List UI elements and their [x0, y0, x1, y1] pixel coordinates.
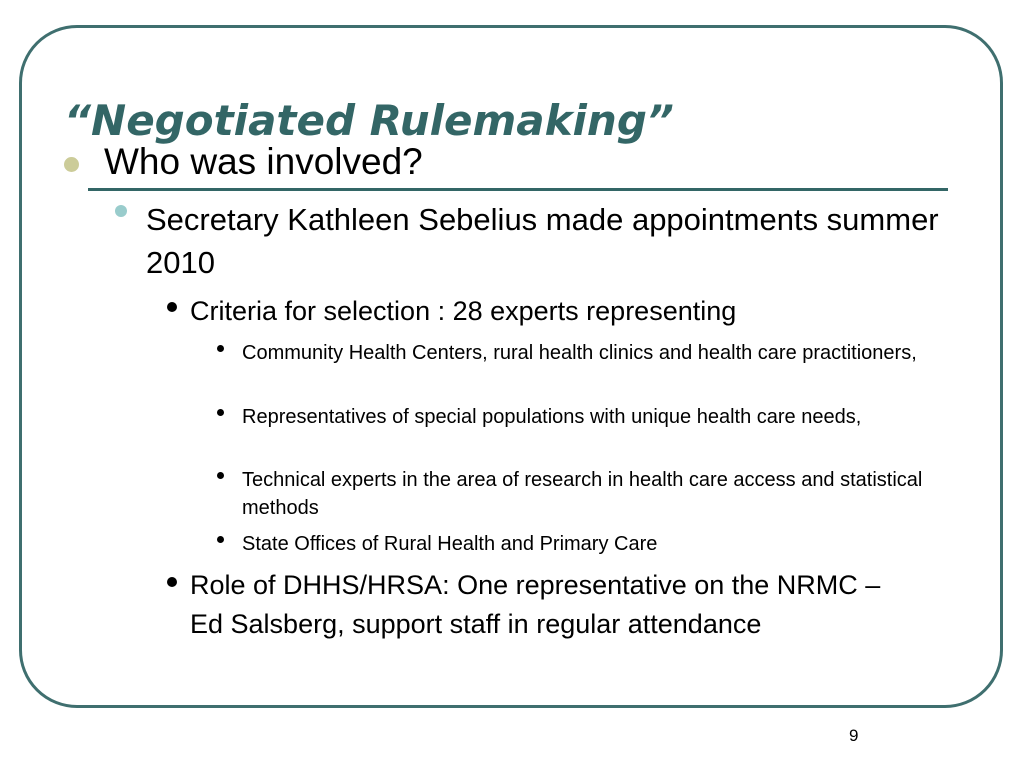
level3-bullet — [167, 302, 177, 312]
level3-bullet — [167, 577, 177, 587]
level4-bullet — [217, 345, 224, 352]
slide-title: “Negotiated Rulemaking” — [64, 96, 674, 145]
sub-item-special-populations: Representatives of special populations with unique health care needs, — [242, 406, 862, 428]
heading-divider — [88, 188, 948, 191]
sub-item-technical-experts: Technical experts in the area of research in health care access and statistical methods — [242, 469, 923, 519]
level2-bullet — [115, 205, 127, 217]
appointments-text: Secretary Kathleen Sebelius made appointments summer 2010 — [146, 202, 939, 280]
level1-bullet — [64, 157, 79, 172]
criteria-text: Criteria for selection : 28 experts representing — [190, 296, 737, 326]
sub-item-state-offices: State Offices of Rural Health and Primary Care — [242, 533, 658, 555]
role-text: Role of DHHS/HRSA: One representative on the NRMC – Ed Salsberg, support staff in regular attendance — [190, 570, 881, 639]
level4-bullet — [217, 536, 224, 543]
page-number: 9 — [849, 726, 859, 745]
level4-bullet — [217, 472, 224, 479]
sub-item-community-health: Community Health Centers, rural health clinics and health care practitioners, — [242, 342, 917, 364]
level4-bullet — [217, 409, 224, 416]
slide-heading: Who was involved? — [104, 141, 423, 182]
